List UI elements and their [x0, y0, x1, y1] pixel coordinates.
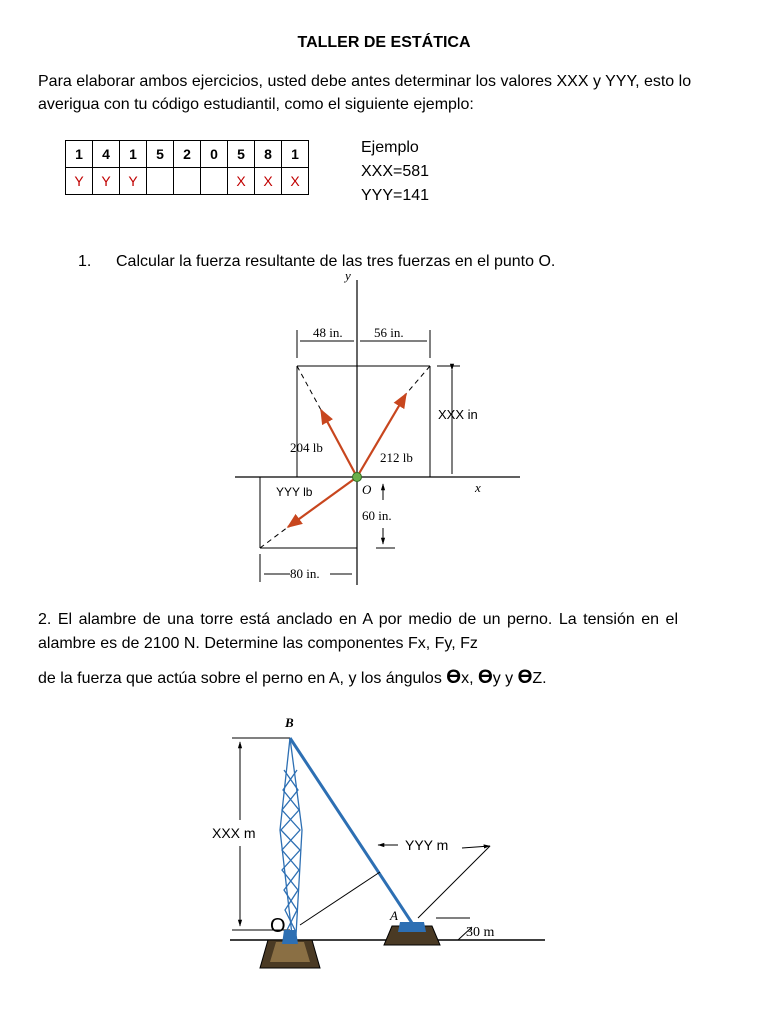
tower-diagram [200, 700, 560, 1020]
code-digit: 8 [255, 141, 282, 168]
origin-point [353, 473, 362, 482]
diagonal-line [300, 872, 380, 925]
code-digit: 5 [228, 141, 255, 168]
code-mark [174, 168, 201, 195]
point-b-label: B [285, 715, 294, 730]
code-digit: 4 [93, 141, 120, 168]
theta-x-sub: x, [461, 670, 478, 687]
forces-diagram [180, 262, 550, 592]
code-marks-row [66, 168, 309, 195]
intro-paragraph: Para elaborar ambos ejercicios, usted debe antes determinar los valores XXX y YYY, esto lo averigua con tu código estudiantil, como el siguiente ejemplo: [38, 73, 692, 113]
x-axis-label: x [475, 480, 481, 495]
dim-xxx-label: XXX in [438, 407, 478, 422]
tower-base-top [270, 942, 310, 962]
student-code-table [65, 140, 309, 195]
force-212-label: 212 lb [380, 450, 413, 465]
code-digit: 1 [66, 141, 93, 168]
point-a-label: A [390, 908, 398, 923]
dim-yyy-arrow [462, 846, 490, 848]
code-mark: Y [93, 168, 120, 195]
code-mark [201, 168, 228, 195]
code-digit: 0 [201, 141, 228, 168]
example-yyy: YYY=141 [361, 187, 430, 204]
code-digit: 2 [174, 141, 201, 168]
line-of-action-yyy [260, 527, 288, 548]
dim-60-label: 60 in. [362, 508, 392, 523]
code-digits-row [66, 141, 309, 168]
dim-48-label: 48 in. [313, 325, 343, 340]
code-digit: 1 [282, 141, 309, 168]
dim-xxx-label: XXX m [212, 825, 256, 841]
theta-z-sub: Z. [532, 670, 547, 687]
tower-lattice [280, 738, 302, 935]
theta-x-symbol: ϴ [446, 667, 462, 688]
code-mark: X [282, 168, 309, 195]
code-mark [147, 168, 174, 195]
example-xxx: XXX=581 [361, 163, 430, 180]
code-digit: 5 [147, 141, 174, 168]
code-mark: X [255, 168, 282, 195]
example-label: Ejemplo [361, 139, 419, 156]
dim-yyy-label: YYY m [405, 837, 449, 853]
theta-z-symbol: ϴ [517, 667, 533, 688]
theta-y-symbol: ϴ [477, 667, 493, 688]
force-204-label: 204 lb [290, 440, 323, 455]
origin-label: O [362, 482, 372, 497]
y-axis-label: y [345, 268, 351, 283]
anchor-bolt [398, 922, 426, 932]
point-o-label: O [270, 915, 286, 937]
question-2-continuation [38, 666, 547, 691]
force-yyy-label: YYY lb [276, 485, 313, 499]
force-204-arrow [321, 410, 357, 477]
tension-cable [290, 738, 412, 923]
line-of-action-204 [297, 366, 321, 410]
code-mark: Y [66, 168, 93, 195]
dim-56-label: 56 in. [374, 325, 404, 340]
diagonal-line [418, 846, 490, 918]
theta-y-sub: y y [492, 670, 518, 687]
question-1-number: 1. [78, 253, 92, 270]
example-block [361, 136, 429, 208]
page-title: TALLER DE ESTÁTICA [297, 34, 471, 51]
question-2-text: 2. El alambre de una torre está anclado en A por medio de un perno. La tensión en el alambre es de 2100 N. Determine las componentes Fx, Fy, Fz [38, 611, 678, 652]
line-of-action-212 [406, 366, 430, 394]
question-2-text-2: de la fuerza que actúa sobre el perno en A, y los ángulos [38, 670, 447, 687]
dim-30-label: 30 m [466, 925, 495, 940]
dim-80-label: 80 in. [290, 566, 320, 581]
code-mark: Y [120, 168, 147, 195]
code-mark: X [228, 168, 255, 195]
question-1-text: Calcular la fuerza resultante de las tres fuerzas en el punto O. [116, 253, 556, 270]
code-digit: 1 [120, 141, 147, 168]
